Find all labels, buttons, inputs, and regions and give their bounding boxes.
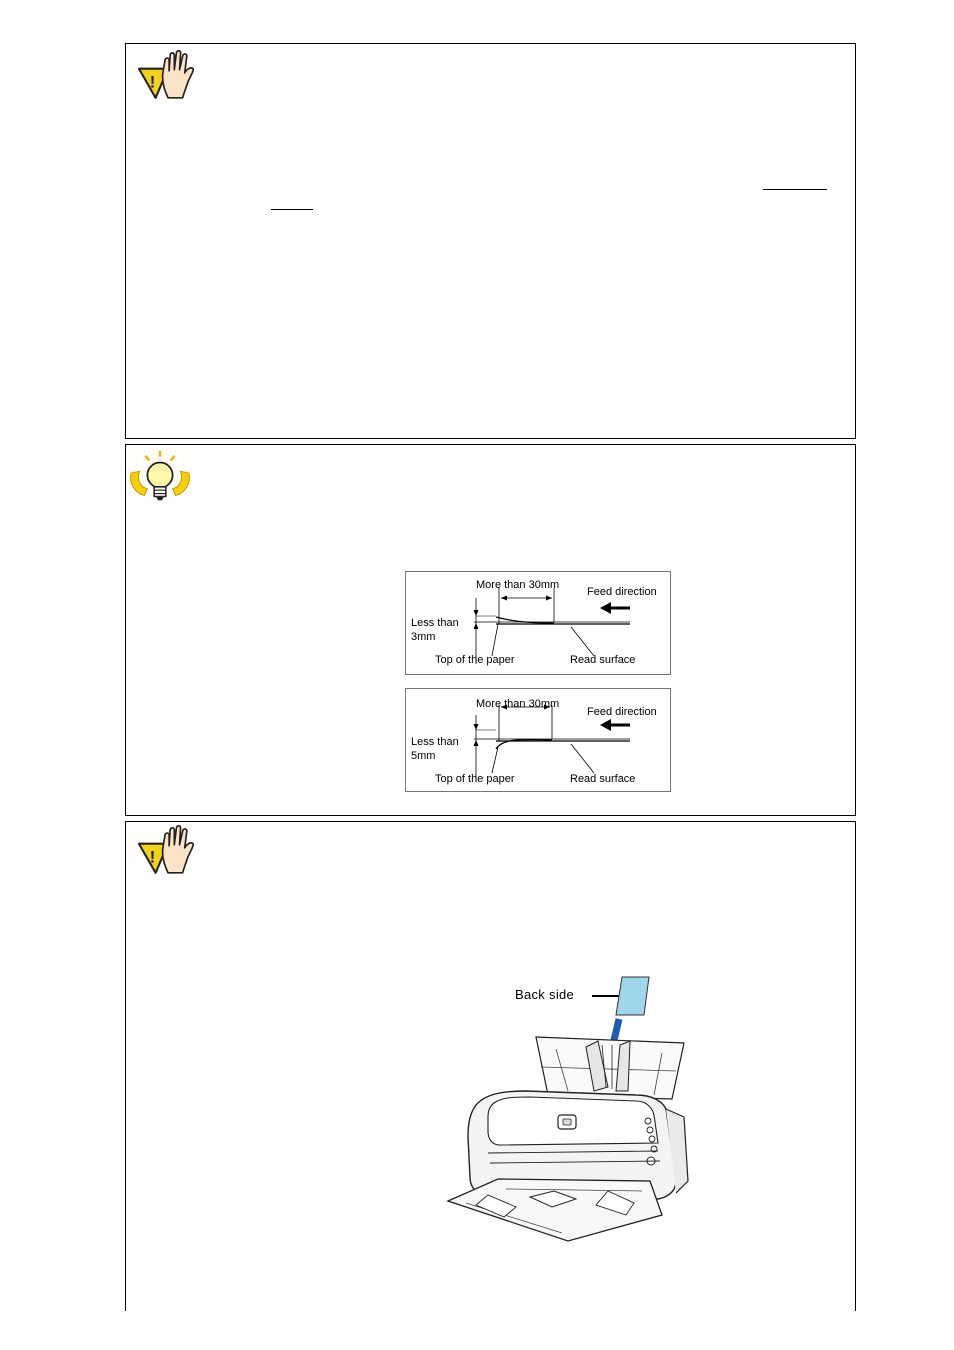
- underline-decoration: [271, 209, 313, 210]
- scanner-illustration: [436, 967, 696, 1242]
- length-label: More than 30mm: [476, 579, 560, 591]
- caution-hand-icon: [136, 825, 196, 877]
- caution-box-2: [125, 821, 856, 1311]
- caution-box-1: [125, 43, 856, 439]
- feed-direction-label: Feed direction: [587, 586, 657, 598]
- back-side-label: Back side: [515, 987, 575, 1002]
- lightbulb-icon: [128, 449, 192, 511]
- curl-label-line2: 5mm: [411, 750, 436, 762]
- read-surface-label: Read surface: [570, 773, 636, 785]
- curl-diagram-1: [405, 571, 671, 675]
- curl-label-line1: Less than: [411, 617, 459, 629]
- top-of-paper-label: Top of the paper: [435, 773, 515, 785]
- hint-box: [125, 444, 856, 816]
- caution-hand-icon: [136, 50, 196, 102]
- curl-label-line1: Less than: [411, 736, 459, 748]
- read-surface-label: Read surface: [570, 654, 636, 666]
- length-label: More than 30mm: [476, 698, 560, 710]
- feed-direction-label: Feed direction: [587, 706, 657, 718]
- top-of-paper-label: Top of the paper: [435, 654, 515, 666]
- underline-decoration: [763, 189, 827, 190]
- curl-label-line2: 3mm: [411, 631, 436, 643]
- curl-diagram-2: [405, 688, 671, 792]
